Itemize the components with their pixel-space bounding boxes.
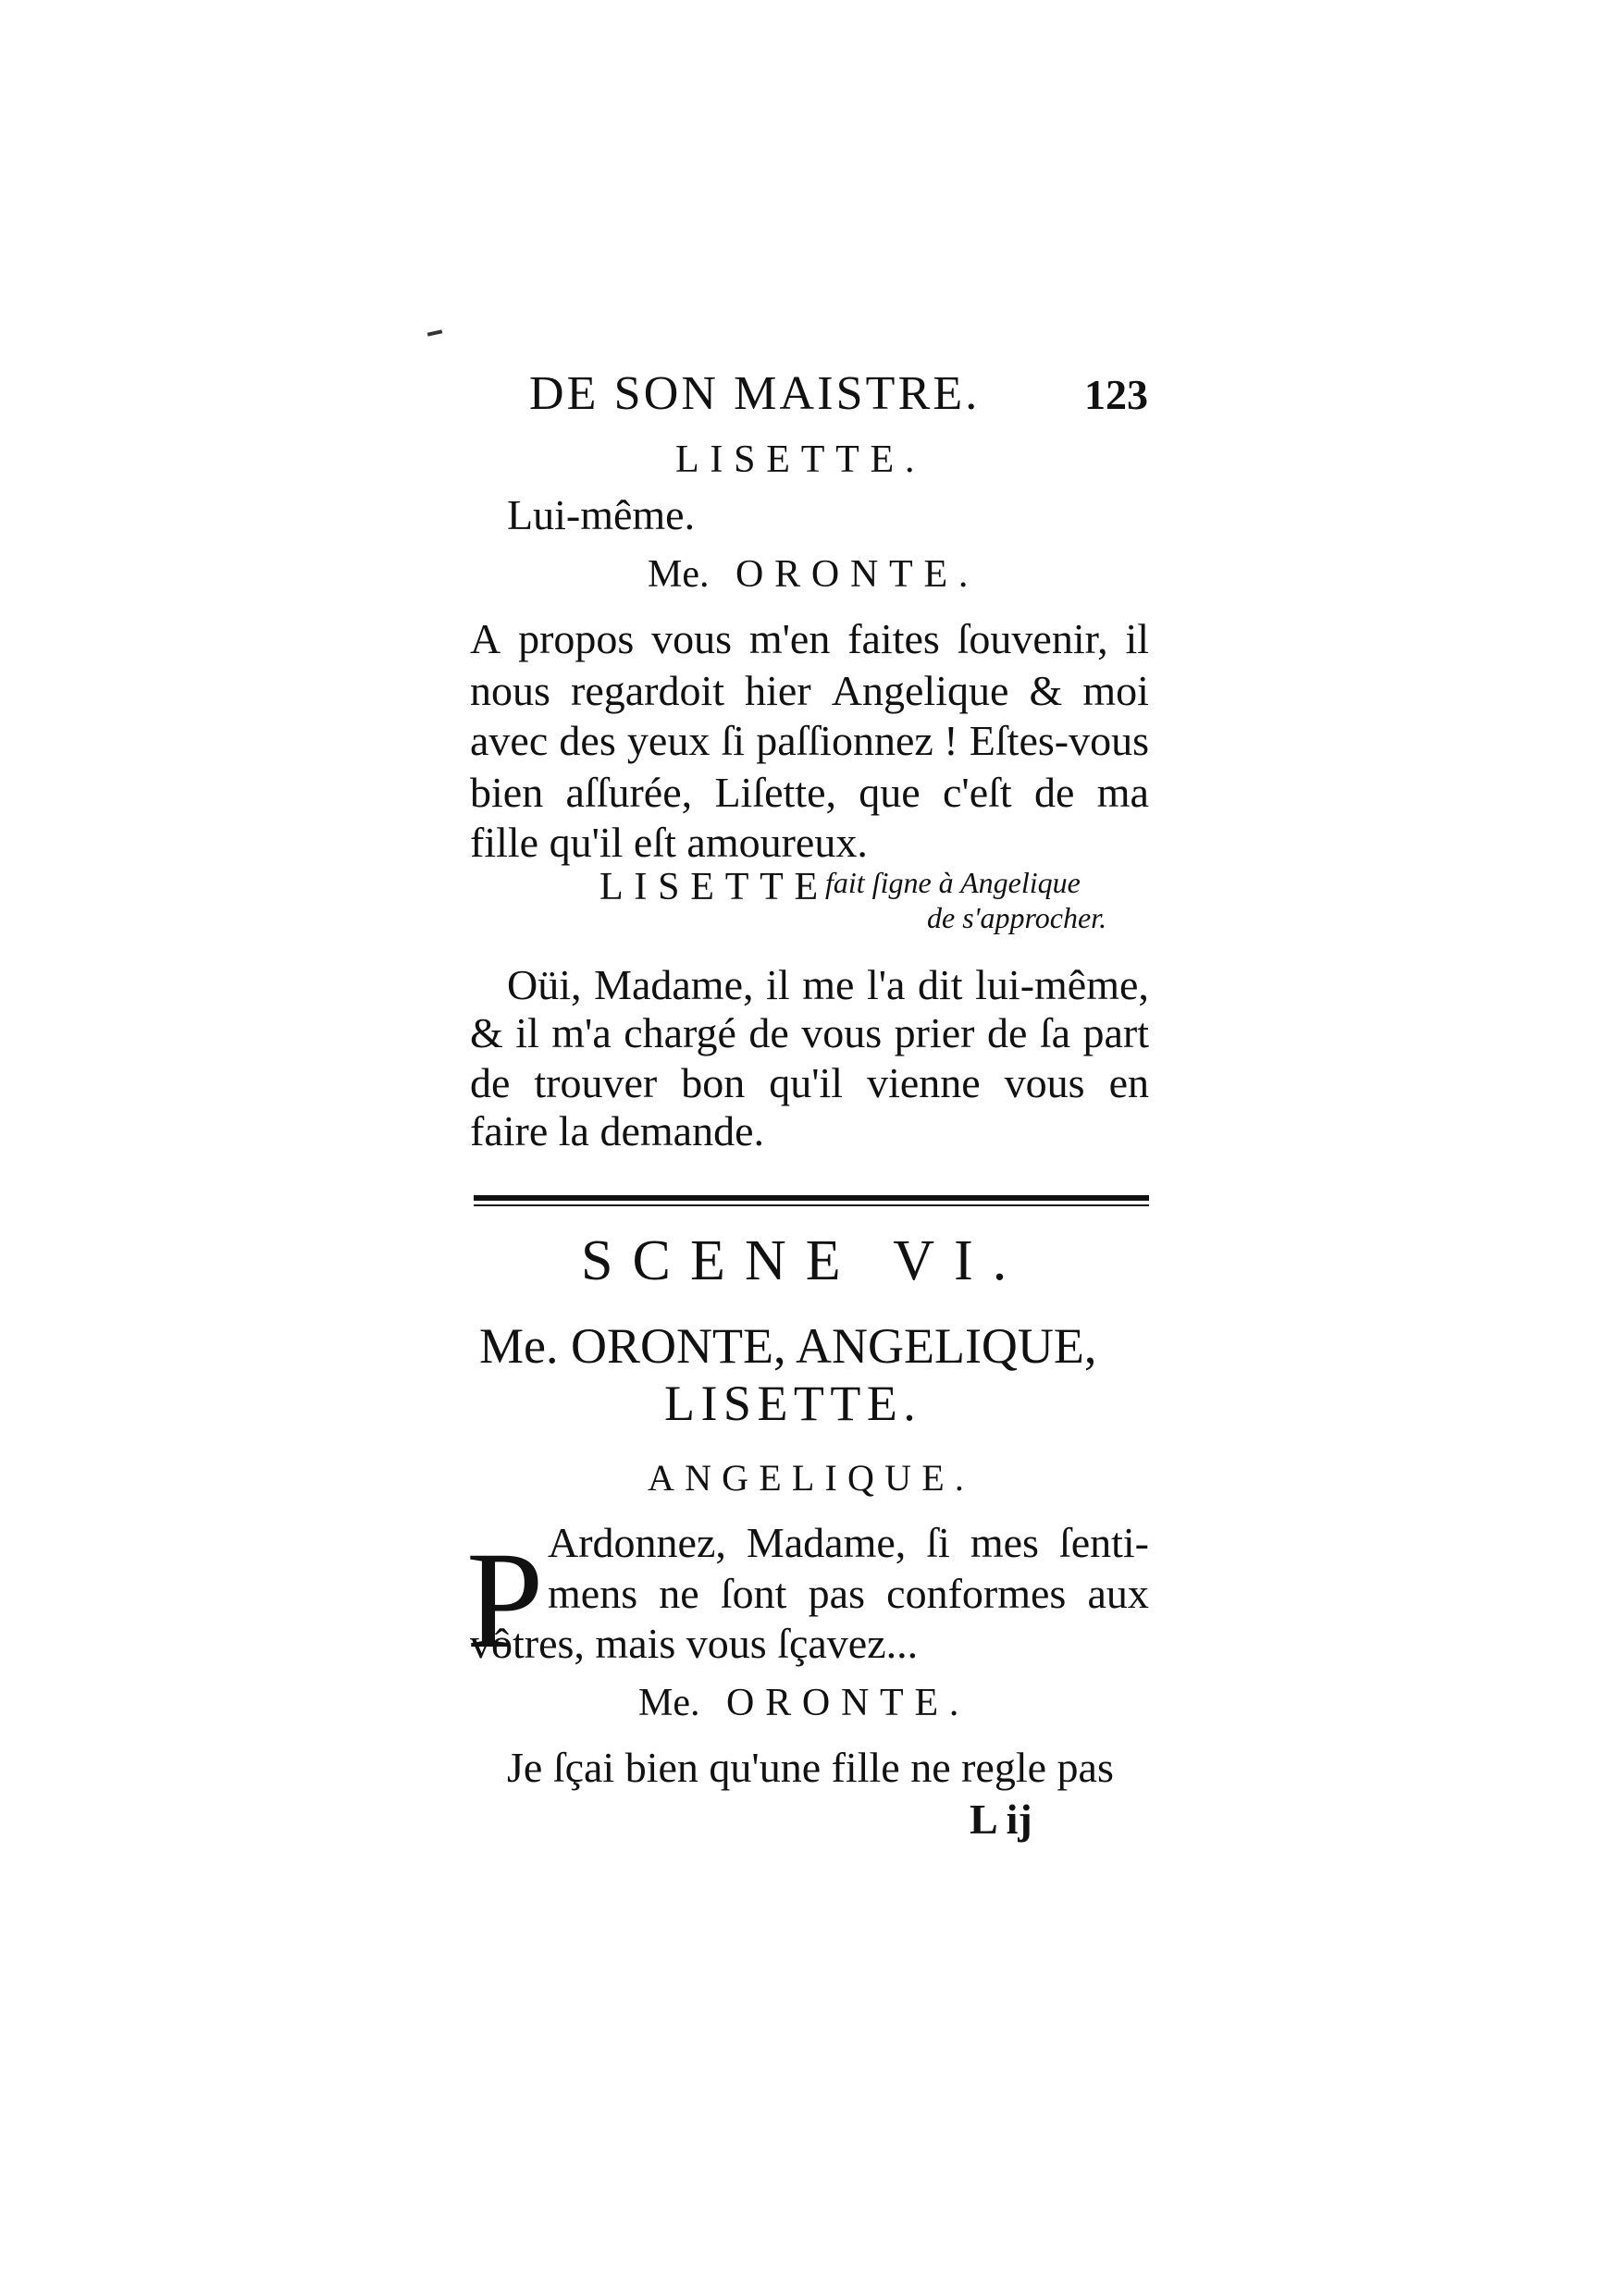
word: nous bbox=[470, 667, 550, 714]
word: bon bbox=[681, 1059, 746, 1106]
speech-last-line: faire la demande. bbox=[470, 1107, 764, 1154]
justified-line-6 bbox=[470, 1009, 1149, 1056]
word: Madame, bbox=[746, 1519, 907, 1566]
speaker-prefix: Me. bbox=[648, 553, 710, 596]
word: Oüi, bbox=[507, 961, 582, 1008]
word: Liſette, bbox=[714, 769, 836, 816]
speaker-lisette: LISETTE bbox=[599, 866, 829, 908]
word: Ardonnez, bbox=[548, 1519, 726, 1566]
word: ma bbox=[1096, 769, 1149, 816]
word: ſouvenir, bbox=[957, 615, 1108, 662]
word: bien bbox=[470, 769, 544, 816]
word: de bbox=[986, 1009, 1028, 1056]
signature-mark: L ij bbox=[970, 1796, 1032, 1843]
word: & bbox=[470, 1009, 503, 1056]
stage-direction: de s'approcher. bbox=[927, 901, 1107, 934]
word: trouver bbox=[534, 1059, 658, 1106]
word: mes bbox=[970, 1519, 1039, 1566]
word: de bbox=[748, 1009, 789, 1056]
justified-line-8 bbox=[548, 1519, 1149, 1566]
word: & bbox=[1029, 667, 1063, 714]
word: il bbox=[515, 1009, 539, 1056]
word: de bbox=[1034, 769, 1075, 816]
word: propos bbox=[518, 615, 635, 662]
word: avec bbox=[470, 717, 549, 764]
word: de bbox=[470, 1059, 511, 1106]
word: ſont bbox=[720, 1570, 787, 1617]
justified-line-7 bbox=[470, 1059, 1149, 1106]
word: mens bbox=[548, 1570, 638, 1617]
word: dit bbox=[918, 961, 963, 1008]
word: A bbox=[470, 615, 501, 662]
word: Angelique bbox=[831, 667, 1009, 714]
word: vienne bbox=[867, 1059, 981, 1106]
word: pas bbox=[808, 1570, 865, 1617]
word: il bbox=[766, 961, 790, 1008]
word: il bbox=[1125, 615, 1149, 662]
speaker-angelique: ANGELIQUE. bbox=[648, 1457, 975, 1499]
word: m'a bbox=[551, 1009, 612, 1056]
word: prier bbox=[894, 1009, 975, 1056]
speaker-me-oronte bbox=[648, 555, 979, 594]
justified-line-9 bbox=[548, 1570, 1149, 1617]
speaker-prefix: Me. bbox=[638, 1682, 700, 1724]
word: l'a bbox=[866, 961, 906, 1008]
scene-characters: Me. ORONTE, ANGELIQUE, bbox=[479, 1318, 1097, 1374]
drop-cap: P bbox=[466, 1524, 544, 1677]
scene-heading: SCENE VI. bbox=[581, 1229, 1027, 1292]
word: ſa bbox=[1039, 1009, 1071, 1056]
word: aſſurée, bbox=[565, 769, 693, 816]
stage-direction: fait ſigne à Angelique bbox=[825, 866, 1081, 899]
word: conformes bbox=[886, 1570, 1067, 1617]
justified-line-4 bbox=[470, 769, 1149, 816]
speech-last-line: vôtres, mais vous ſçavez... bbox=[470, 1620, 919, 1667]
word: ne bbox=[659, 1570, 699, 1617]
justified-line-1 bbox=[470, 615, 1149, 662]
justified-line-5 bbox=[507, 961, 1149, 1008]
word: aux bbox=[1087, 1570, 1149, 1617]
page-number: 123 bbox=[1084, 371, 1148, 418]
word: Eſtes-vous bbox=[969, 717, 1149, 764]
margin-mark bbox=[427, 329, 442, 336]
word: des bbox=[559, 717, 616, 764]
scene-characters: LISETTE. bbox=[664, 1376, 922, 1431]
speech-line: Lui-même. bbox=[507, 491, 696, 538]
word: me bbox=[802, 961, 855, 1008]
speech-last-line: fille qu'il eſt amoureux. bbox=[470, 819, 868, 866]
running-title: DE SON MAISTRE. bbox=[529, 367, 981, 420]
word: en bbox=[1108, 1059, 1149, 1106]
word: yeux bbox=[626, 717, 711, 764]
word: c'eſt bbox=[943, 769, 1012, 816]
word: vous bbox=[651, 615, 733, 662]
word: chargé bbox=[624, 1009, 736, 1056]
speech-line: Je ſçai bien qu'une fille ne regle pas bbox=[507, 1744, 1114, 1791]
word: Madame, bbox=[594, 961, 754, 1008]
word: moi bbox=[1082, 667, 1149, 714]
word: ſi bbox=[721, 717, 746, 764]
speaker-lisette: LISETTE. bbox=[675, 438, 926, 481]
word: que bbox=[859, 769, 921, 816]
speaker-name: ORONTE. bbox=[735, 553, 980, 596]
justified-line-2 bbox=[470, 667, 1149, 714]
scene-divider-thin bbox=[474, 1204, 1149, 1206]
word: qu'il bbox=[769, 1059, 844, 1106]
word: paſſionnez ! bbox=[756, 717, 958, 764]
word: faites bbox=[847, 615, 940, 662]
speaker-me-oronte bbox=[638, 1684, 970, 1722]
scene-divider-thick bbox=[474, 1195, 1149, 1201]
word: lui-même, bbox=[975, 961, 1149, 1008]
speaker-name: ORONTE. bbox=[726, 1682, 970, 1724]
word: ſi bbox=[926, 1519, 950, 1566]
word: part bbox=[1082, 1009, 1149, 1056]
word: vous bbox=[801, 1009, 883, 1056]
word: regardoit bbox=[571, 667, 725, 714]
word: hier bbox=[745, 667, 811, 714]
word: ſenti- bbox=[1058, 1519, 1149, 1566]
word: m'en bbox=[748, 615, 831, 662]
word: vous bbox=[1004, 1059, 1085, 1106]
justified-line-3 bbox=[470, 717, 1149, 764]
